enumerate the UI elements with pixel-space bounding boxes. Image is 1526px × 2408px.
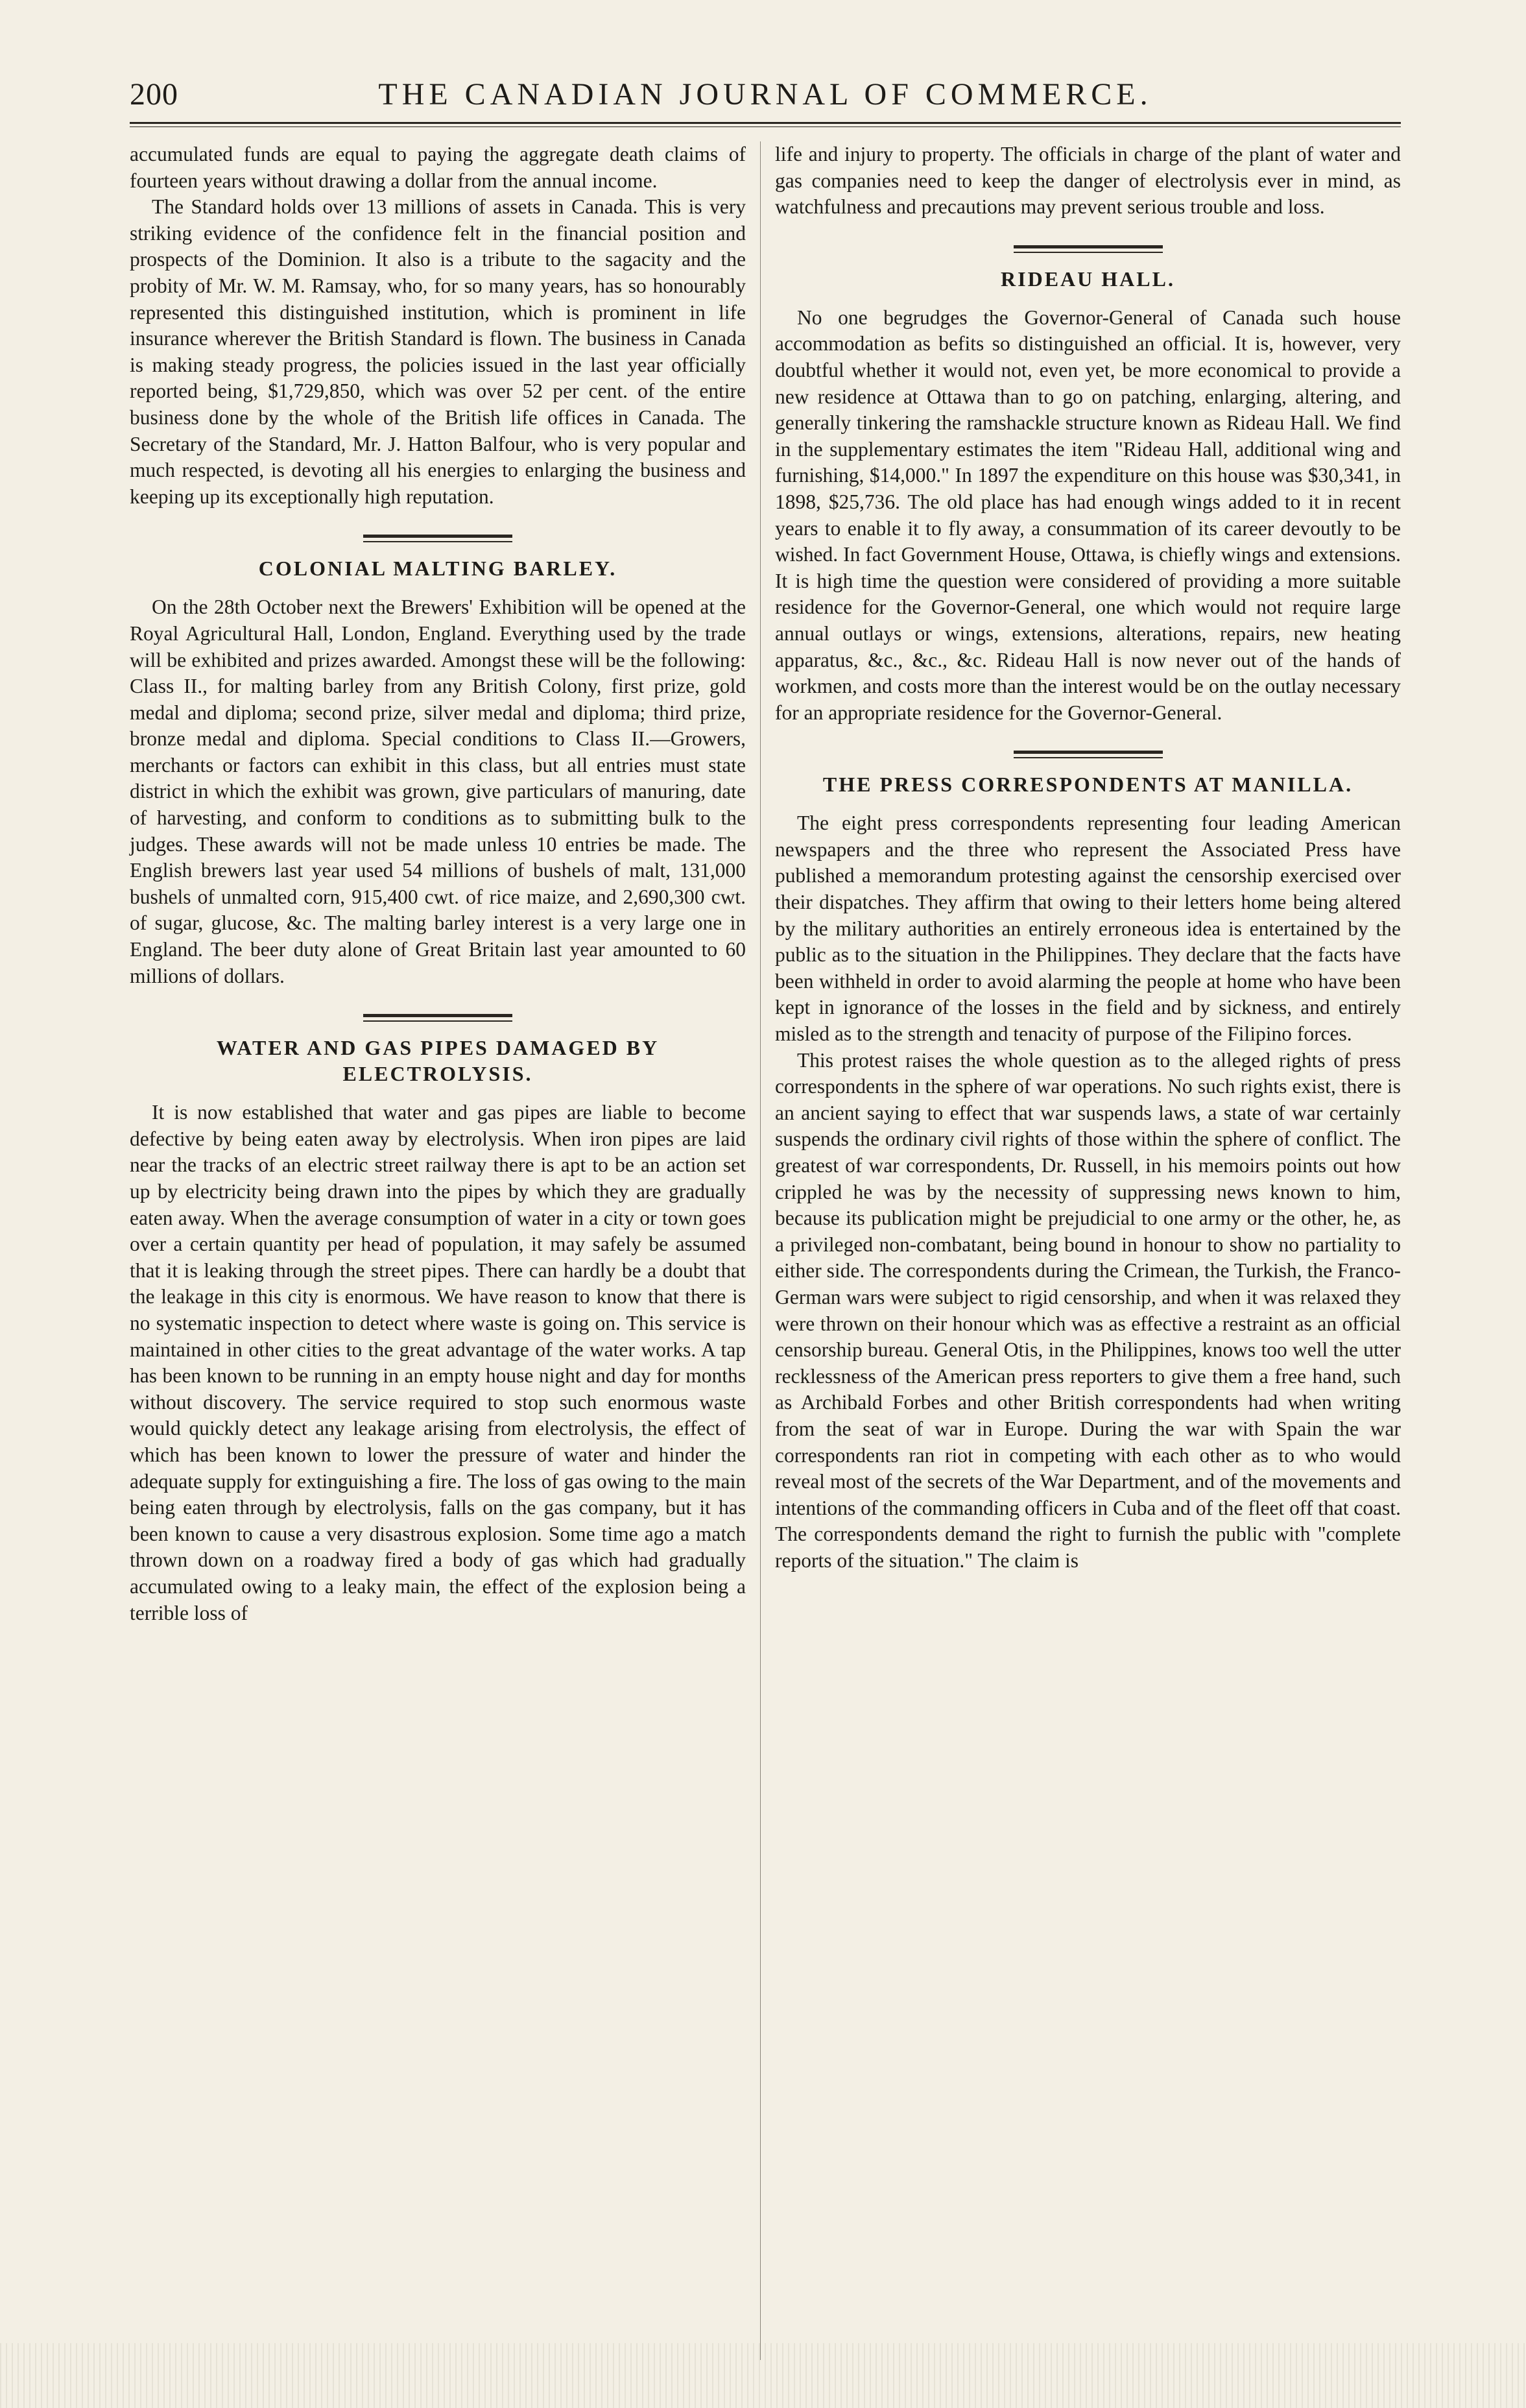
pipes-article-continued: life and injury to property. The officials in charge of the plant of water and gas companies need to keep the danger of electrolysis ever in mind, as watchfulness and precautions may prevent serious trouble and loss.: [775, 143, 1401, 219]
standard-paragraph-1: accumulated funds are equal to paying the aggregate death claims of fourteen years without drawing a dollar from the annual income.: [130, 143, 746, 192]
pipes-article: It is now established that water and gas pipes are liable to become defective by being eaten away by electrolysis. When iron pipes are laid near the tracks of an electric street railway there is apt to be an action set up by electricity being drawn into the pipes by which they are gradually eaten away. When the average consumption of water in a city or town goes over a certain quantity per head of population, it may safely be assumed that it is leaking through the street pipes. There can hardly be a doubt that the leakage in this city is enormous. We have reason to know that there is no systematic inspection to detect where waste is going on. This service is maintained in other cities to the great advantage of the water works. A tap has been known to be running in an empty house night and day for months without discovery. The service required to stop such enormous waste would quickly detect any leakage arising from electrolysis, the effect of which has been known to lower the pressure of water and hinder the adequate supply for extinguishing a fire. The loss of gas owing to the main being eaten through by electrolysis, falls on the gas company, but it has been known to cause a very disastrous explosion. Some time ago a match thrown down on a roadway fired a body of gas which had gradually accumulated owing to a leaky main, the effect of the explosion being a terrible loss of: [130, 1101, 746, 1624]
section-rule: [1014, 751, 1163, 758]
section-rule: [1014, 245, 1163, 253]
barley-heading: COLONIAL MALTING BARLEY.: [258, 557, 617, 581]
page-number: 200: [130, 77, 178, 112]
manila-article-paragraph-1: The eight press correspondents representing four leading American newspapers and the three who represent the Associated Press have published a memorandum protesting against the censorship exercised over their dispatches. They affirm that owing to their letters home being altered by the military authorities an entirely erroneous idea is entertained by the public as to the situation in the Philippines. They declare that the facts have been withheld in order to avoid alarming the people at home who have been kept in ignorance of the losses in the field and by sickness, and entirely misled as to the strength and tenacity of purpose of the Filipino forces.: [775, 812, 1401, 1046]
section-rule: [363, 535, 512, 542]
header-rule: [130, 122, 1401, 127]
scan-noise: [0, 2343, 1526, 2408]
manila-heading: THE PRESS CORRESPONDENTS AT MANILLA.: [822, 773, 1353, 797]
rideau-heading: RIDEAU HALL.: [1001, 267, 1175, 291]
page-header: [130, 77, 1401, 128]
journal-title: THE CANADIAN JOURNAL OF COMMERCE.: [378, 77, 1152, 112]
pipes-heading-line-2: ELECTROLYSIS.: [342, 1062, 533, 1086]
right-column: [775, 141, 1401, 1574]
standard-paragraph-2: The Standard holds over 13 millions of assets in Canada. This is very striking evidence of the confidence felt in the financial position and prospects of the Dominion. It also is a tribute to the sagacity and the probity of Mr. W. M. Ramsay, who, for so many years, has so honourably represented this distinguished institution, which is prominent in life insurance wherever the British Standard is flown. The business in Canada is making steady progress, the policies issued in the last year officially reported being, $1,729,850, which was over 52 per cent. of the entire business done by the whole of the British life offices in Canada. The Secretary of the Standard, Mr. J. Hatton Balfour, who is very popular and much respected, is devoting all his energies to enlarging the business and keeping up its exceptionally high reputation.: [130, 195, 746, 508]
section-rule: [363, 1014, 512, 1022]
manila-article-paragraph-2: This protest raises the whole question as to the alleged rights of press correspondents in the sphere of war operations. No such rights exist, there is an ancient saying to effect that war suspends laws, a state of war certainly suspends the ordinary civil rights of those within the sphere of conflict. The greatest of war correspondents, Dr. Russell, in his memoirs points out how crippled he was by the necessity of suppressing news known to him, because its publication might be prejudicial to one army or the other, he, as a privileged non-combatant, being bound in honour to show no partiality to either side. The correspondents during the Crimean, the Turkish, the Franco-German wars were subject to rigid censorship, and when it was relaxed they were thrown on their honour which was as effective a restraint as an official censorship bureau. General Otis, in the Philippines, knows too well the utter recklessness of the American press reporters to give them a free hand, such as Archibald Forbes and other British correspondents had when writing from the seat of war in Europe. During the war with Spain the war correspondents ran riot in competing with each other as to who would reveal most of the secrets of the War Department, and of the movements and intentions of the commanding officers in Cuba and of the fleet off that coast. The correspondents demand the right to furnish the public with "complete reports of the situation." The claim is: [775, 1048, 1401, 1572]
rideau-article: No one begrudges the Governor-General of Canada such house accommodation as befits so distinguished an official. It is, however, very doubtful whether it would not, even yet, be more economical to provide a new residence at Ottawa than to go on patching, enlarging, altering, and generally tinkering the ramshackle structure known as Rideau Hall. We find in the supplementary estimates the item "Rideau Hall, additional wing and furnishing, $14,000." In 1897 the expenditure on this house was $30,341, in 1898, $25,736. The old place has had enough wings added to it in recent years to enable it to fly away, a consummation of its career devoutly to be wished. In fact Government House, Ottawa, is chiefly wings and extensions. It is high time the question were considered of providing a more suitable residence for the Governor-General, one which would not require large annual outlays or wings, extensions, alterations, repairs, new heating apparatus, &c., &c., &c. Rideau Hall is now never out of the hands of workmen, and costs more than the interest would be on the outlay necessary for an appropriate residence for the Governor-General.: [775, 306, 1401, 724]
left-column: [130, 141, 746, 1626]
pipes-heading-line-1: WATER AND GAS PIPES DAMAGED BY: [216, 1036, 660, 1060]
barley-article: On the 28th October next the Brewers' Exhibition will be opened at the Royal Agricultural Hall, London, England. Everything used by the trade will be exhibited and prizes awarded. Amongst these will be the following: Class II., for malting barley from any British Colony, first prize, gold medal and diploma; second prize, silver medal and diploma; third prize, bronze medal and diploma. Special conditions to Class II.—Growers, merchants or factors can exhibit in this class, but all entries must state district in which the exhibit was grown, give particulars of manuring, date of harvesting, and conform to conditions as to submitting bulk to the judges. These awards will not be made unless 10 entries be made. The English brewers last year used 54 millions of bushels of malt, 131,000 bushels of unmalted corn, 915,400 cwt. of rice maize, and 2,690,300 cwt. of sugar, glucose, &c. The malting barley interest is a very large one in England. The beer duty alone of Great Britain last year amounted to 60 millions of dollars.: [130, 596, 746, 987]
column-divider: [760, 141, 761, 2360]
